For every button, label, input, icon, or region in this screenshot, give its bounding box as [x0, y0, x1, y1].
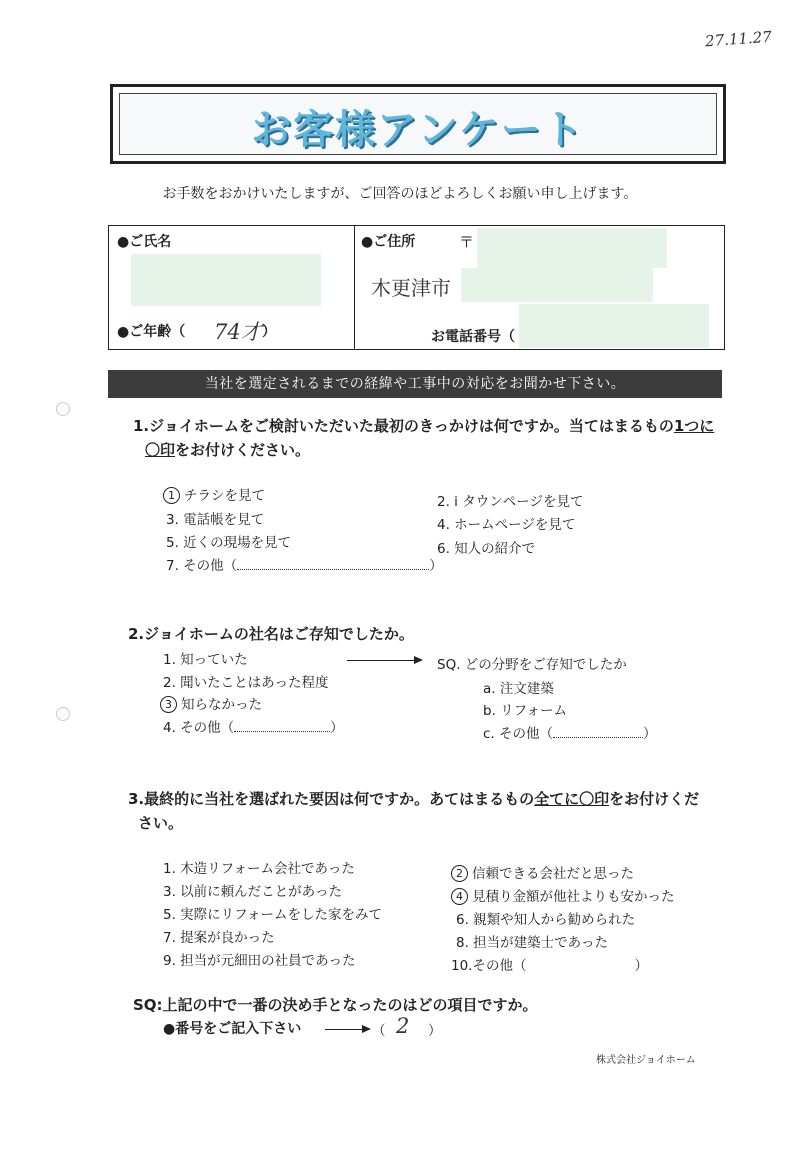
final-subquestion: SQ:上記の中で一番の決め手となったのはどの項目ですか。 [133, 996, 538, 1014]
sq-open-paren: （ [372, 1023, 386, 1039]
q3-option-9[interactable]: 9. 担当が元細田の社員であった [163, 953, 356, 969]
q3-option-2[interactable] [451, 862, 634, 882]
intro-text: お手数をおかけいたしますが、ご回答のほどよろしくお願い申し上げます。 [162, 186, 638, 202]
q2-circled-number: 3 [160, 696, 177, 713]
q2-sq-option-a[interactable]: a. 注文建築 [483, 681, 554, 697]
question-3-text-a: 3.最終的に当社を選ばれた要因は何ですか。あてはまるもの [128, 790, 535, 808]
q3-option-10-label: 10.その他（ [451, 958, 527, 974]
q3-option-7[interactable]: 7. 提案が良かった [163, 930, 275, 946]
phone-field[interactable] [519, 304, 709, 348]
q2-sq-option-c-label: c. その他（ [483, 726, 554, 742]
q3-option-5[interactable]: 5. 実際にリフォームをした家をみて [163, 907, 382, 923]
city-value[interactable]: 木更津市 [371, 276, 451, 300]
q3-option-3[interactable]: 3. 以前に頼んだことがあった [163, 884, 343, 900]
q2-option-4-close: ） [330, 720, 344, 736]
info-divider [354, 226, 355, 349]
postal-field[interactable] [477, 228, 667, 268]
q2-option-4-label: 4. その他（ [163, 720, 235, 736]
q3-option-2-label: 信頼できる会社だと思った [472, 866, 634, 882]
q2-sq-other-blank[interactable] [553, 725, 643, 738]
address-field[interactable] [461, 268, 653, 302]
phone-label: お電話番号（ [431, 329, 515, 345]
address-label: ●ご住所 [361, 234, 416, 250]
arrow-icon [347, 660, 421, 661]
question-3-emphasis: 全てに〇印 [534, 790, 610, 808]
q1-option-7-close: ） [429, 558, 443, 574]
question-1 [133, 414, 733, 462]
age-close: ） [262, 324, 276, 340]
q1-other-blank[interactable] [237, 557, 429, 570]
q1-option-5[interactable]: 5. 近くの現場を見て [166, 535, 292, 551]
sq-answer-value[interactable]: 2 [396, 1014, 410, 1038]
name-label: ●ご氏名 [117, 234, 172, 250]
sq-close-paren: ） [428, 1023, 442, 1039]
question-1-emphasis-b: 〇印 [145, 441, 176, 459]
postal-mark: 〒 [459, 233, 475, 251]
q3-option-4[interactable] [451, 885, 675, 905]
question-3-text-d: さい。 [138, 814, 184, 832]
q1-circled-number: 1 [163, 487, 180, 504]
punch-hole [56, 707, 70, 721]
section-banner: 当社を選定されるまでの経緯や工事中の対応をお聞かせ下さい。 [108, 370, 722, 398]
q3-option-4-label: 見積り金額が他社よりも安かった [472, 889, 675, 905]
q3-option-10[interactable] [451, 954, 648, 974]
page-title: お客様アンケート [251, 107, 585, 153]
q2-sq-option-c-close: ） [643, 726, 657, 742]
q2-sq-option-b[interactable]: b. リフォーム [483, 703, 567, 719]
q1-option-4[interactable]: 4. ホームページを見て [437, 517, 576, 533]
q1-option-3[interactable]: 3. 電話帳を見て [166, 512, 265, 528]
q2-option-1[interactable]: 1. 知っていた [163, 652, 248, 668]
q1-option-7[interactable] [166, 554, 443, 574]
company-name: 株式会社ジョイホーム [596, 1055, 696, 1066]
question-3-text-c: をお付けくだ [609, 790, 700, 808]
q1-option-6[interactable]: 6. 知人の紹介で [437, 541, 536, 557]
q2-option-3[interactable] [160, 693, 262, 713]
q1-option-7-label: 7. その他（ [166, 558, 238, 574]
q2-other-blank[interactable] [234, 719, 330, 732]
q2-sq-option-c[interactable] [483, 722, 657, 742]
q3-option-10-close: ） [634, 958, 648, 974]
question-1-text-a: 1.ジョイホームをご検討いただいた最初のきっかけは何ですか。当てはまるもの [133, 417, 674, 435]
q1-option-1-label: チラシを見て [184, 488, 265, 504]
q3-circled-number-4: 4 [451, 888, 468, 905]
q2-option-3-label: 知らなかった [181, 697, 262, 713]
q3-circled-number-2: 2 [451, 865, 468, 882]
punch-hole [56, 402, 70, 416]
q1-option-2[interactable]: 2. i タウンページを見て [437, 494, 584, 510]
title-box [110, 84, 726, 164]
q2-option-4[interactable] [163, 716, 344, 736]
handwritten-date: 27.11.27 [704, 27, 773, 51]
customer-info-box [108, 225, 725, 350]
q3-option-6[interactable]: 6. 親類や知人から勧められた [456, 912, 636, 928]
q2-subquestion: SQ. どの分野をご存知でしたか [437, 657, 627, 673]
question-1-text-d: をお付けください。 [175, 441, 311, 459]
age-label: ●ご年齢（ [117, 324, 186, 340]
q2-option-2[interactable]: 2. 聞いたことはあった程度 [163, 675, 329, 691]
name-field[interactable] [131, 254, 321, 306]
q3-option-8[interactable]: 8. 担当が建築士であった [456, 935, 609, 951]
age-value[interactable]: 74才 [214, 320, 262, 344]
q1-option-1[interactable] [163, 484, 265, 504]
question-2: 2.ジョイホームの社名はご存知でしたか。 [128, 625, 414, 643]
q3-option-1[interactable]: 1. 木造リフォーム会社であった [163, 861, 355, 877]
title-inner [119, 93, 717, 155]
question-1-emphasis-a: 1つに [673, 417, 715, 435]
arrow-icon [325, 1029, 369, 1030]
question-3 [128, 787, 728, 835]
number-entry-label: ●番号をご記入下さい [163, 1021, 302, 1037]
